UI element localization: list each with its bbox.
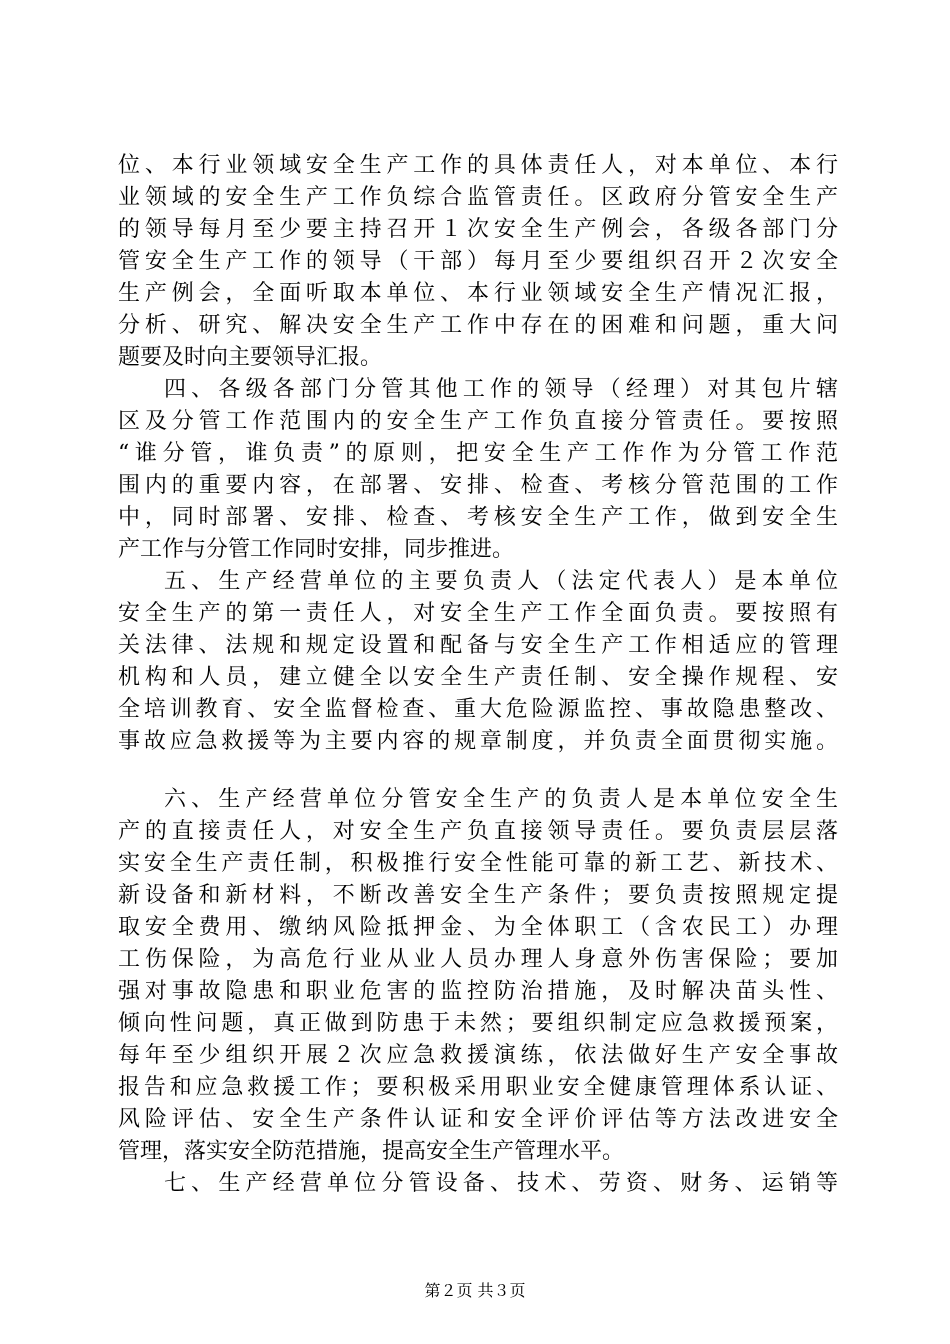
text-line: 区及分管工作范围内的安全生产工作负直接分管责任。要按照 (118, 409, 838, 434)
text-line: 管理，落实安全防范措施，提高安全生产管理水平。 (118, 1139, 625, 1164)
paragraph-7 (118, 1168, 838, 1200)
text-line: 题要及时向主要领导汇报。 (118, 345, 383, 370)
text-line: 管安全生产工作的领导（干部）每月至少要组织召开２次安全 (118, 249, 838, 274)
text-line: “谁分管，谁负责”的原则，把安全生产工作作为分管工作范 (118, 441, 838, 466)
text-line: 关法律、法规和规定设置和配备与安全生产工作相适应的管理 (118, 633, 838, 658)
paragraph-3-continued (118, 150, 838, 374)
text-line: 实安全生产责任制，积极推行安全性能可靠的新工艺、新技术、 (118, 851, 838, 876)
page-number-footer: 第２页 共３页 (424, 1281, 526, 1300)
text-line: 生产例会，全面听取本单位、本行业领域安全生产情况汇报， (118, 281, 838, 306)
text-line: 五、生产经营单位的主要负责人（法定代表人）是本单位 (164, 569, 838, 594)
text-line: 业领域的安全生产工作负综合监管责任。区政府分管安全生产 (118, 185, 838, 210)
text-line: 机构和人员，建立健全以安全生产责任制、安全操作规程、安 (118, 665, 838, 690)
text-line: 中，同时部署、安排、检查、考核安全生产工作，做到安全生 (118, 505, 838, 530)
text-line: 强对事故隐患和职业危害的监控防治措施，及时解决苗头性、 (118, 979, 838, 1004)
text-line: 围内的重要内容，在部署、安排、检查、考核分管范围的工作 (118, 473, 838, 498)
text-line: 位、本行业领域安全生产工作的具体责任人，对本单位、本行 (118, 153, 838, 178)
paragraph-6 (118, 784, 838, 1168)
text-line: 事故应急救援等为主要内容的规章制度，并负责全面贯彻实施。 (118, 729, 838, 754)
document-body (118, 150, 838, 1200)
paragraph-spacer (118, 758, 838, 784)
paragraph-5 (118, 566, 838, 758)
text-line: 的领导每月至少要主持召开１次安全生产例会，各级各部门分 (118, 217, 838, 242)
text-line: 四、各级各部门分管其他工作的领导（经理）对其包片辖 (164, 377, 838, 402)
text-line: 安全生产的第一责任人，对安全生产工作全面负责。要按照有 (118, 601, 838, 626)
text-line: 报告和应急救援工作；要积极采用职业安全健康管理体系认证、 (118, 1075, 838, 1100)
paragraph-4 (118, 374, 838, 566)
text-line: 产工作与分管工作同时安排，同步推进。 (118, 537, 515, 562)
text-line: 风险评估、安全生产条件认证和安全评价评估等方法改进安全 (118, 1107, 838, 1132)
text-line: 六、生产经营单位分管安全生产的负责人是本单位安全生 (164, 787, 838, 812)
text-line: 分析、研究、解决安全生产工作中存在的困难和问题，重大问 (118, 313, 838, 338)
text-line: 工伤保险，为高危行业从业人员办理人身意外伤害保险；要加 (118, 947, 838, 972)
text-line: 倾向性问题，真正做到防患于未然；要组织制定应急救援预案， (118, 1011, 838, 1036)
text-line: 新设备和新材料，不断改善安全生产条件；要负责按照规定提 (118, 883, 838, 908)
text-line: 七、生产经营单位分管设备、技术、劳资、财务、运销等 (164, 1171, 838, 1196)
text-line: 产的直接责任人，对安全生产负直接领导责任。要负责层层落 (118, 819, 838, 844)
text-line: 全培训教育、安全监督检查、重大危险源监控、事故隐患整改、 (118, 697, 838, 722)
text-line: 取安全费用、缴纳风险抵押金、为全体职工（含农民工）办理 (118, 915, 838, 940)
text-line: 每年至少组织开展２次应急救援演练，依法做好生产安全事故 (118, 1043, 838, 1068)
